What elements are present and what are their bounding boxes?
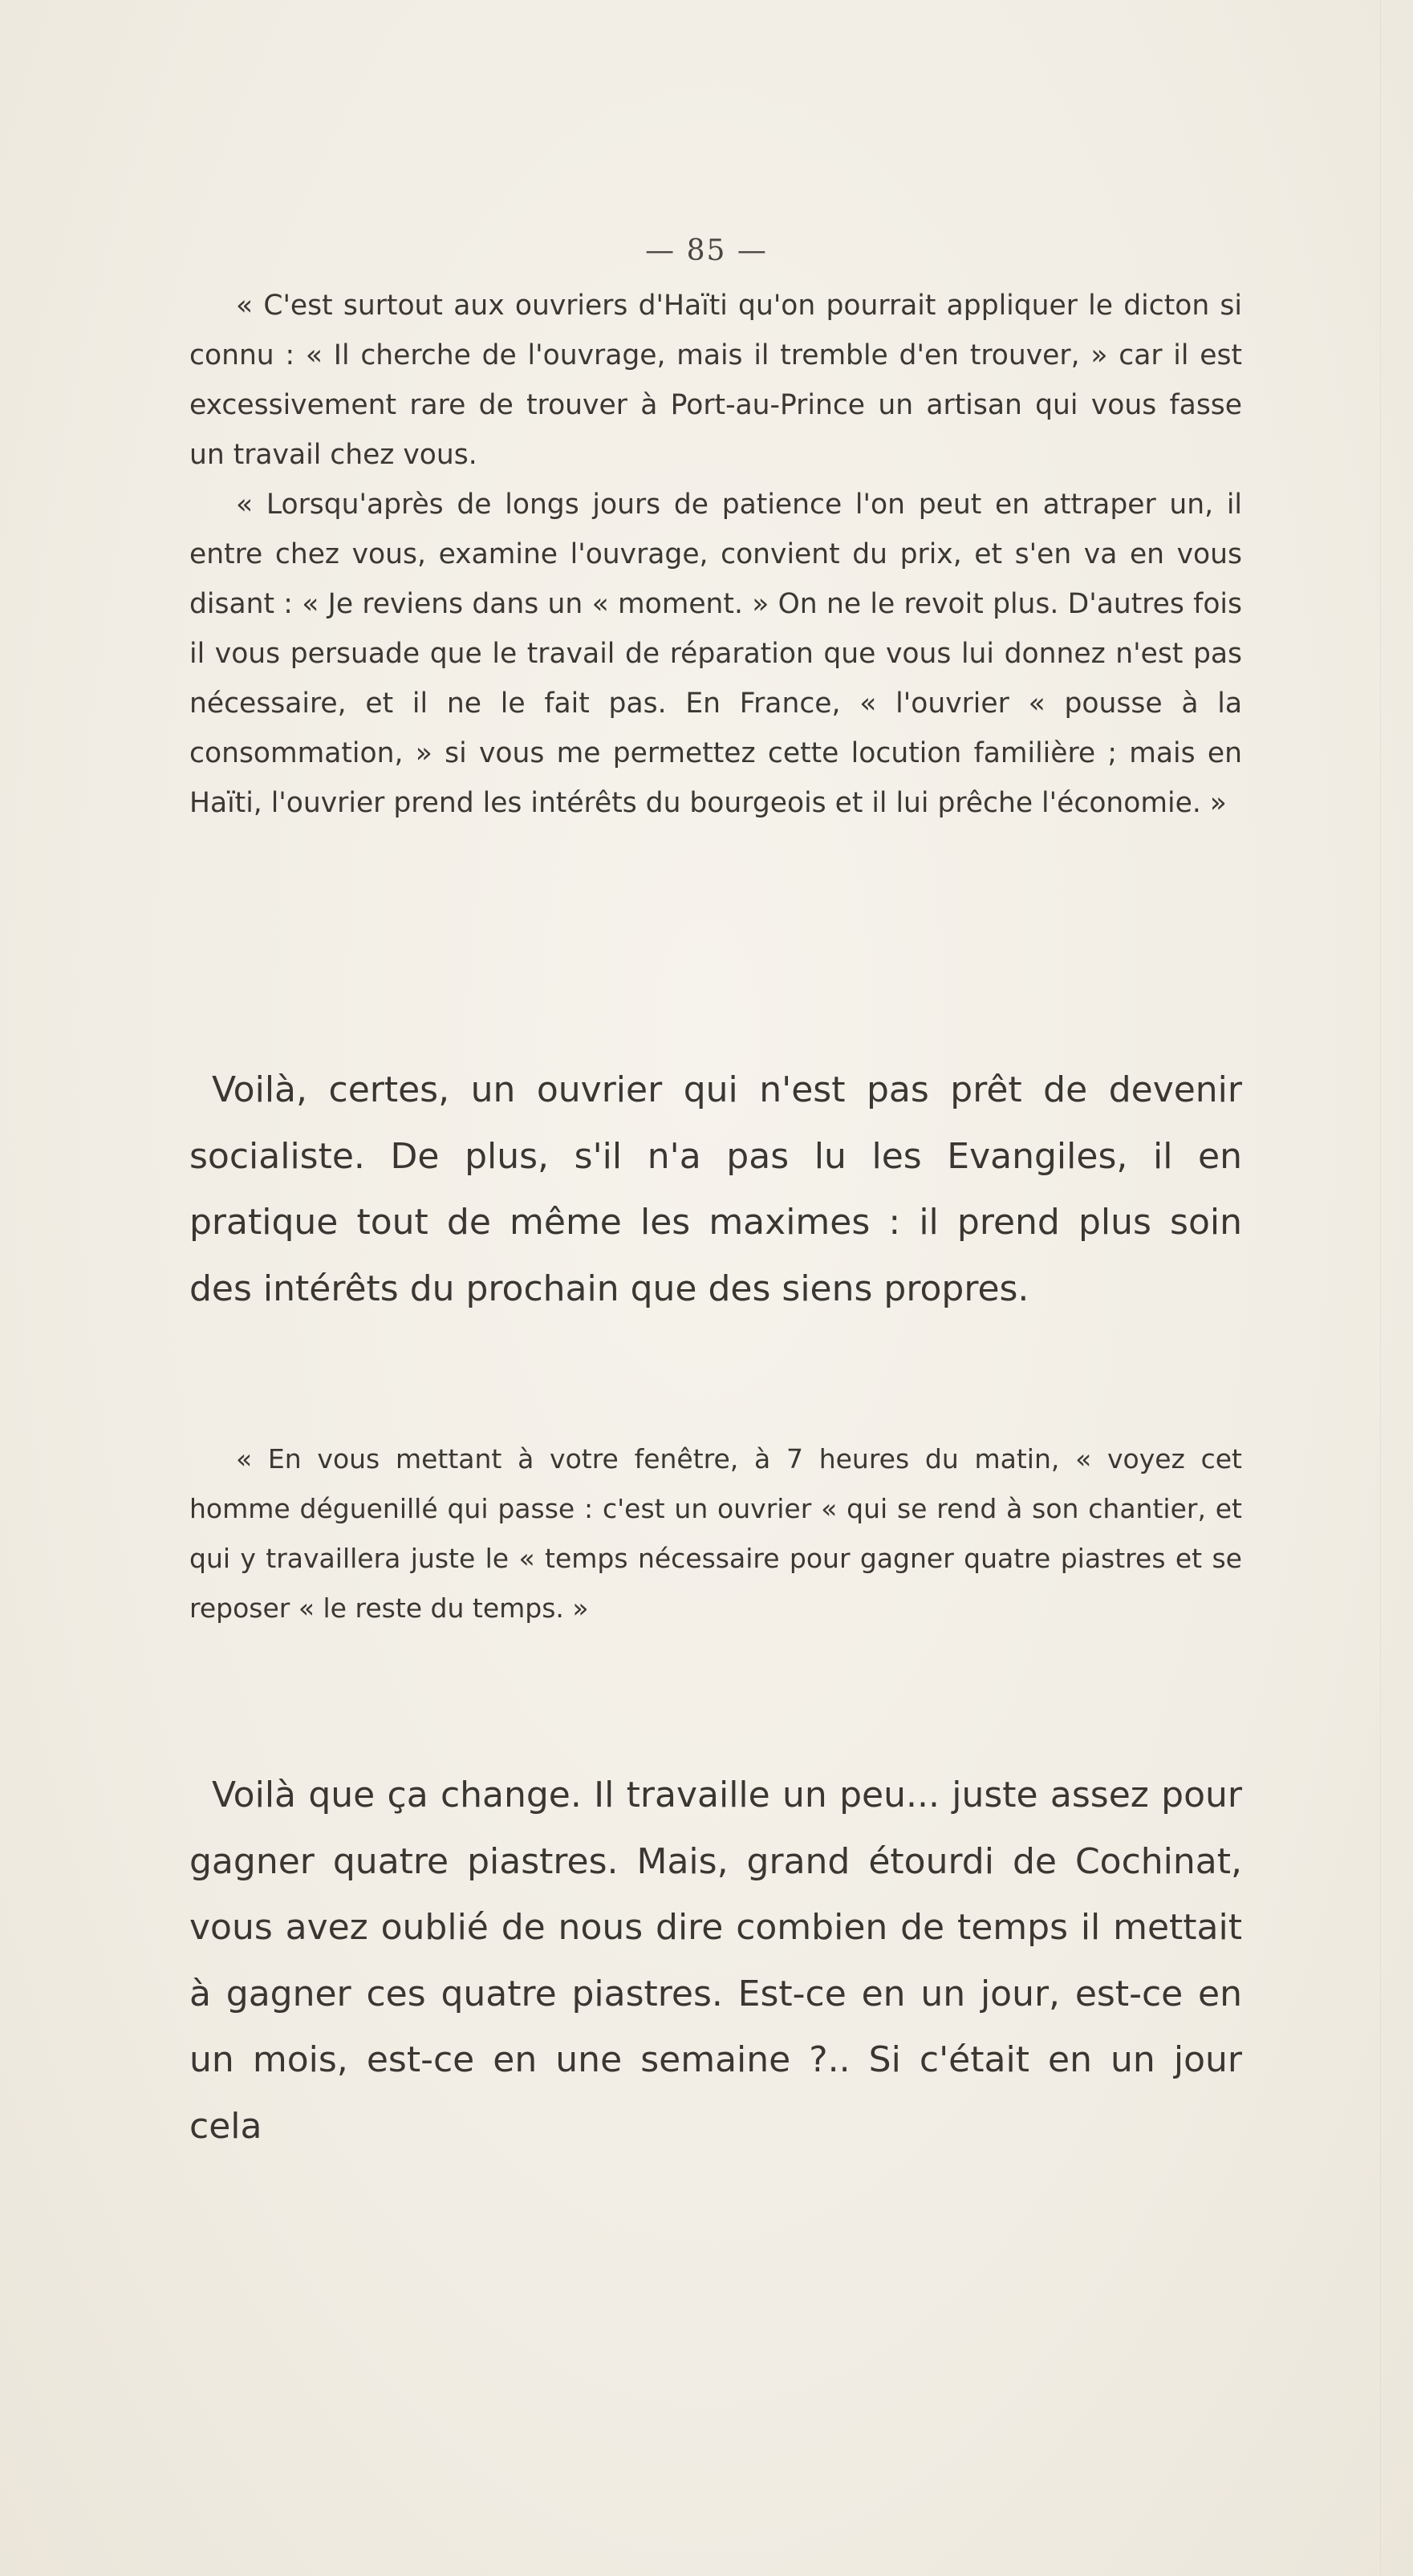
quoted-passage-1 bbox=[189, 281, 1242, 828]
quoted-passage-2 bbox=[189, 1434, 1242, 1633]
body-paragraph: Voilà que ça change. Il travaille un peu... juste assez pour gagner quatre piastres. Mais, grand étourdi de Cochinat, vous avez oublié de nous dire combien de temps il mettait à gagner ces quatre piastres. Est-ce en un jour, est-ce en un mois, est-ce en une semaine ?.. Si c'était en un jour cela bbox=[189, 1775, 1242, 2147]
body-paragraph-2 bbox=[189, 1763, 1242, 2160]
body-paragraph-1 bbox=[189, 1057, 1242, 1322]
quote-paragraph: « Lorsqu'après de longs jours de patience l'on peut en attraper un, il entre chez vous, examine l'ouvrage, convient du prix, et s'en va en vous disant : « Je reviens dans un « moment. » On ne le revoit plus. D'autres fois il vous persuade que le travail de réparation que vous lui donnez n'est pas nécessaire, et il ne le fait pas. En France, « l'ouvrier « pousse à la consommation, » si vous me permettez cette locution familière ; mais en Haïti, l'ouvrier prend les intérêts du bourgeois et il lui prêche l'économie. » bbox=[189, 489, 1242, 819]
body-paragraph: Voilà, certes, un ouvrier qui n'est pas prêt de devenir socialiste. De plus, s'il n'a pas lu les Evangiles, il en pratique tout de même les maximes : il prend plus soin des intérêts du prochain que des siens propres. bbox=[189, 1069, 1242, 1309]
page-edge-shadow bbox=[1380, 0, 1381, 2576]
quote-paragraph: « C'est surtout aux ouvriers d'Haïti qu'on pourrait appliquer le dicton si connu : « Il cherche de l'ouvrage, mais il tremble d'en trouver, » car il est excessivement rare de trouver à Port-au-Prince un artisan qui vous fasse un travail chez vous. bbox=[189, 290, 1242, 471]
quote-paragraph: « En vous mettant à votre fenêtre, à 7 heures du matin, « voyez cet homme déguenillé qui passe : c'est un ouvrier « qui se rend à son chantier, et qui y travaillera juste le « temps nécessaire pour gagner quatre piastres et se reposer « le reste du temps. » bbox=[189, 1443, 1242, 1624]
page-number: — 85 — bbox=[645, 234, 768, 267]
